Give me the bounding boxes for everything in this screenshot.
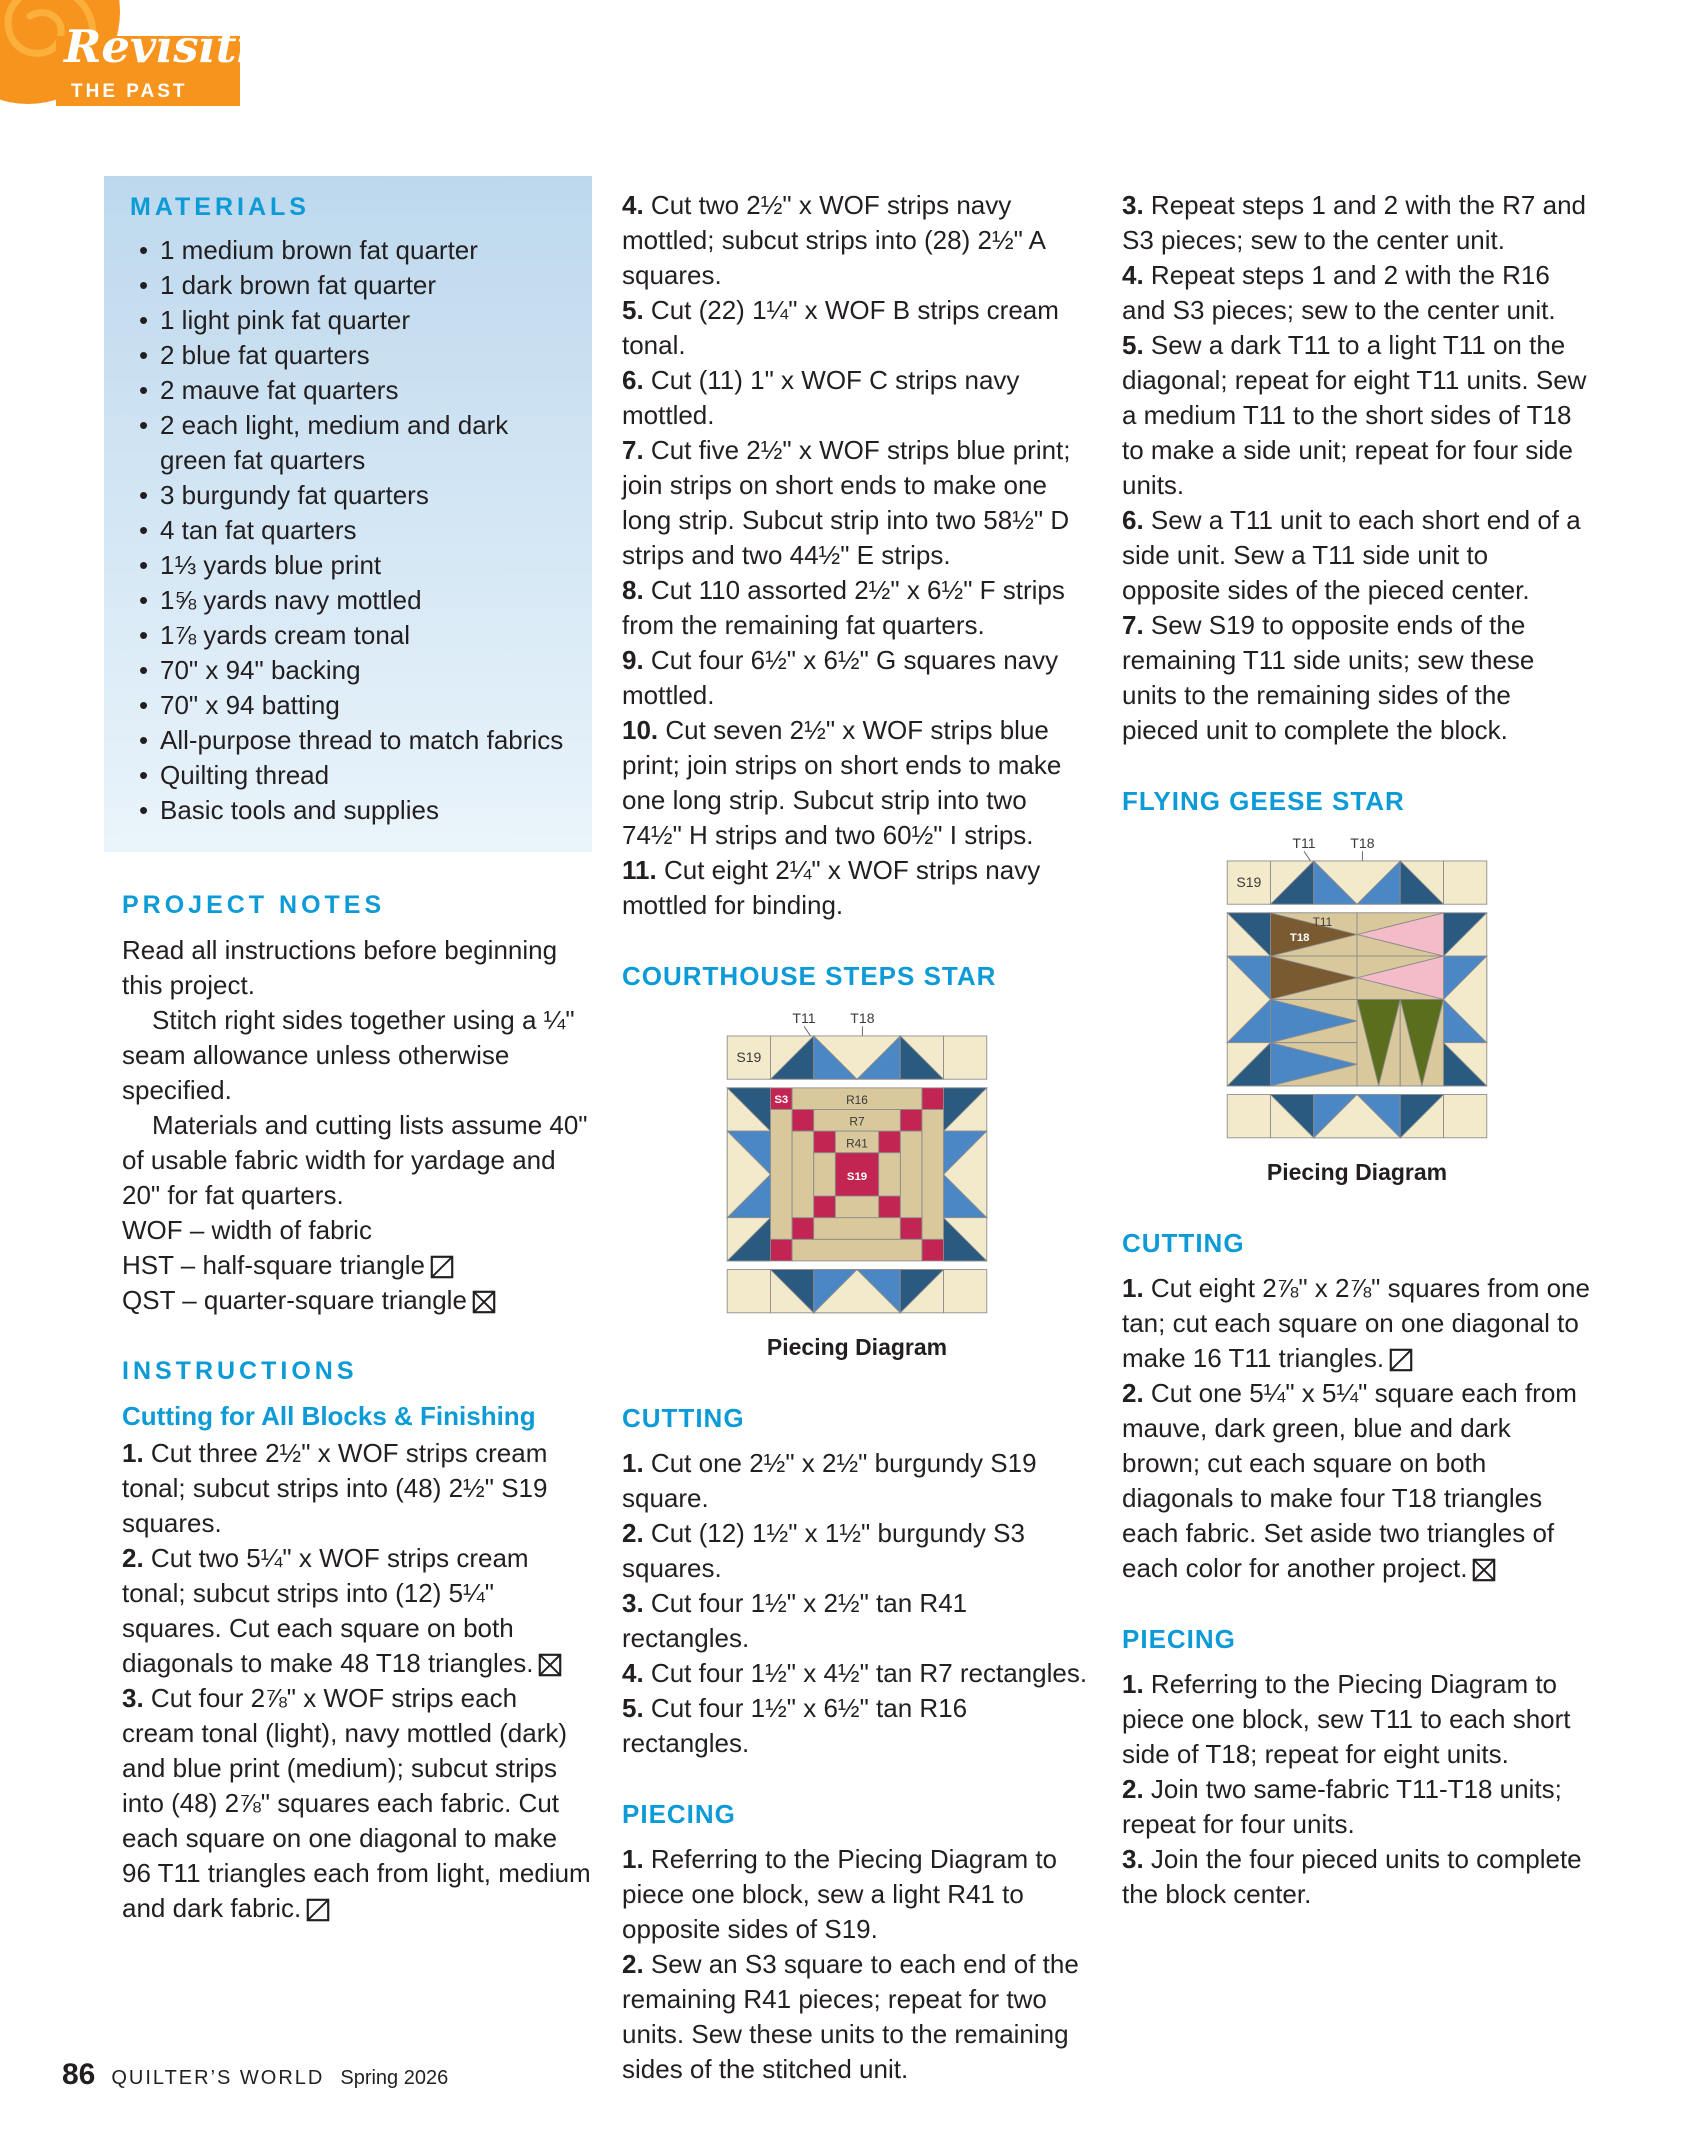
- step: [622, 1446, 1092, 1516]
- abbreviation-hst: [122, 1248, 592, 1283]
- step-text: Sew S19 to opposite ends of the remaining T11 side units; sew these units to the remaining sides of the pieced unit to complete the block.: [1122, 610, 1535, 745]
- step-number: 7.: [1122, 610, 1144, 640]
- step-number: 11.: [622, 855, 657, 885]
- step-number: 2.: [122, 1543, 144, 1573]
- step-number: 5.: [622, 1693, 644, 1724]
- step: [622, 713, 1092, 853]
- step-text: Cut 110 assorted 2½" x 6½" F strips from the remaining fat quarters.: [622, 575, 1065, 640]
- step-text: Cut (11) 1" x WOF C strips navy mottled.: [622, 365, 1020, 430]
- materials-heading: MATERIALS: [130, 193, 310, 221]
- step: [622, 363, 1092, 433]
- center-medallion: [770, 1088, 943, 1261]
- step-number: 5.: [622, 295, 644, 325]
- banner-script-title: Revisiting: [64, 20, 318, 73]
- instructions-subheading: Cutting for All Blocks & Finishing: [122, 1401, 536, 1431]
- step-text: Cut one 2½" x 2½" burgundy S19 square.: [622, 1448, 1037, 1514]
- step: [622, 853, 1092, 923]
- label-r41: R41: [846, 1136, 868, 1151]
- step: [622, 573, 1092, 643]
- step: [122, 1436, 592, 1541]
- list-item: • Quilting thread: [130, 758, 568, 793]
- materials-box: [104, 176, 592, 852]
- step-text: Cut eight 2⅞" x 2⅞" squares from one tan; cut each square on one diagonal to make 16 T11 triangles.: [1122, 1273, 1590, 1374]
- list-item: • 1⅓ yards blue print: [130, 548, 568, 583]
- step: [1122, 1842, 1592, 1912]
- label-r16: R16: [846, 1093, 868, 1108]
- label-t18: T18: [850, 1010, 875, 1026]
- project-notes-heading: PROJECT NOTES: [122, 891, 386, 919]
- step-text: Cut four 2⅞" x WOF strips each cream tonal (light), navy mottled (dark) and blue print (medium); subcut strips into (48) 2⅞" squares each fabric. Cut each square on one diagonal to make 96 T11 triangles each from light, medium and dark fabric.: [122, 1683, 591, 1923]
- step: [1122, 608, 1592, 748]
- flying-geese-cutting-heading: CUTTING: [1122, 1228, 1245, 1259]
- step: [1122, 503, 1592, 608]
- step: [622, 1947, 1092, 2087]
- left-column: [1227, 913, 1270, 1086]
- step-text: Join two same-fabric T11-T18 units; repeat for four units.: [1122, 1774, 1562, 1840]
- project-notes-section: [122, 888, 592, 1318]
- step-text: Cut eight 2¼" x WOF strips navy mottled for binding.: [622, 855, 1041, 920]
- step-text: Cut five 2½" x WOF strips blue print; join strips on short ends to make one long strip. Subcut strip into two 58½" D strips and two 44½" E strips.: [622, 435, 1071, 570]
- top-strip: [1227, 861, 1487, 904]
- step-number: 3.: [1122, 1844, 1144, 1875]
- list-item: • 1 light pink fat quarter: [130, 303, 568, 338]
- list-item: • 70" x 94 batting: [130, 688, 568, 723]
- magazine-banner: [0, 0, 318, 132]
- step-number: 5.: [1122, 330, 1144, 360]
- project-notes-paragraph: Materials and cutting lists assume 40" of usable fabric width for yardage and 20" for fat quarters.: [122, 1110, 588, 1210]
- hst-icon: [1389, 1348, 1413, 1372]
- right-column: [1444, 913, 1487, 1086]
- courthouse-cutting-heading: CUTTING: [622, 1403, 745, 1434]
- geese-center: [1270, 913, 1443, 1086]
- abbreviation-hst-text: HST – half-square triangle: [122, 1250, 426, 1280]
- step-text: Cut four 1½" x 2½" tan R41 rectangles.: [622, 1588, 968, 1654]
- page-number: 86: [62, 2058, 96, 2091]
- label-r7: R7: [849, 1114, 865, 1129]
- step-number: 6.: [1122, 505, 1144, 535]
- step: [1122, 1772, 1592, 1842]
- step: [122, 1681, 592, 1926]
- step-text: Cut four 1½" x 4½" tan R7 rectangles.: [650, 1658, 1088, 1689]
- flying-geese-piecing-diagram: [1122, 835, 1592, 1151]
- courthouse-piecing-heading: PIECING: [622, 1799, 736, 1830]
- step-text: Cut seven 2½" x WOF strips blue print; join strips on short ends to make one long strip. Subcut strip into two 74½" H strips and two 60½" I strips.: [622, 715, 1062, 850]
- project-notes-paragraph: Read all instructions before beginning this project.: [122, 935, 558, 1000]
- flying-geese-piecing-heading: PIECING: [1122, 1624, 1236, 1655]
- qst-icon: [538, 1653, 562, 1677]
- step-text: Cut two 5¼" x WOF strips cream tonal; subcut strips into (12) 5¼" squares. Cut each square on both diagonals to make 48 T18 triangles.: [122, 1543, 534, 1678]
- bottom-strip: [727, 1270, 987, 1313]
- step-text: Cut four 1½" x 6½" tan R16 rectangles.: [622, 1693, 968, 1759]
- flying-geese-heading: FLYING GEESE STAR: [1122, 786, 1405, 816]
- step-number: 3.: [622, 1588, 644, 1619]
- list-item: • All-purpose thread to match fabrics: [130, 723, 568, 758]
- abbreviation-wof: WOF – width of fabric: [122, 1215, 372, 1245]
- courthouse-piecing-diagram: [622, 1010, 1092, 1326]
- step-text: Repeat steps 1 and 2 with the R16 and S3 pieces; sew to the center unit.: [1122, 260, 1556, 325]
- list-item: • 1⅝ yards navy mottled: [130, 583, 568, 618]
- step-number: 4.: [622, 1658, 644, 1689]
- step: [1122, 1271, 1592, 1376]
- qst-icon: [472, 1290, 496, 1314]
- step-text: Repeat steps 1 and 2 with the R7 and S3 pieces; sew to the center unit.: [1122, 190, 1586, 255]
- banner-subtitle: THE PAST: [71, 81, 188, 102]
- step-number: 9.: [622, 645, 644, 675]
- step: [622, 1516, 1092, 1586]
- step-number: 1.: [622, 1448, 644, 1479]
- step-text: Sew a dark T11 to a light T11 on the diagonal; repeat for eight T11 units. Sew a medium T11 to the short sides of T18 to make a side unit; repeat for four side units.: [1122, 330, 1587, 500]
- list-item: • 2 blue fat quarters: [130, 338, 568, 373]
- step-text: Cut (22) 1¼" x WOF B strips cream tonal.: [622, 295, 1059, 360]
- step-number: 8.: [622, 575, 644, 605]
- label-s3: S3: [774, 1094, 789, 1107]
- hst-icon: [306, 1898, 330, 1922]
- step: [622, 1656, 1092, 1691]
- step: [622, 188, 1092, 293]
- step-number: 1.: [1122, 1273, 1144, 1304]
- page-footer: [62, 2058, 448, 2092]
- step-number: 10.: [622, 715, 659, 745]
- step-number: 1.: [122, 1438, 144, 1468]
- top-strip: [727, 1036, 987, 1079]
- qst-icon: [1472, 1558, 1496, 1582]
- step-number: 4.: [622, 190, 644, 220]
- hst-icon: [430, 1255, 454, 1279]
- diagram-top-labels: [1292, 835, 1374, 864]
- step-text: Cut two 2½" x WOF strips navy mottled; subcut strips into (28) 2½" A squares.: [622, 190, 1045, 290]
- step-text: Cut four 6½" x 6½" G squares navy mottled.: [622, 645, 1059, 710]
- list-item: • Basic tools and supplies: [130, 793, 568, 828]
- column-2: [622, 176, 1092, 2087]
- diagram-top-labels: [792, 1010, 874, 1039]
- step-number: 4.: [1122, 260, 1144, 290]
- magazine-name: QUILTER’S WORLD: [111, 2067, 325, 2089]
- step: [1122, 1376, 1592, 1586]
- step: [122, 1541, 592, 1681]
- step: [1122, 328, 1592, 503]
- diagram-caption: Piecing Diagram: [1266, 1159, 1448, 1186]
- label-t18-center: T18: [1289, 931, 1310, 944]
- project-notes-paragraph: Stitch right sides together using a ¼" seam allowance unless otherwise specified.: [122, 1005, 575, 1105]
- label-s19: S19: [736, 1048, 762, 1065]
- label-s19-center: S19: [846, 1170, 868, 1183]
- step-number: 7.: [622, 435, 644, 465]
- abbreviation-qst: [122, 1283, 592, 1318]
- step-text: Cut three 2½" x WOF strips cream tonal; subcut strips into (48) 2½" S19 squares.: [122, 1438, 548, 1538]
- step: [622, 433, 1092, 573]
- step-number: 6.: [622, 365, 644, 395]
- abbreviation-qst-text: QST – quarter-square triangle: [122, 1285, 467, 1315]
- list-item: • 2 each light, medium and dark green fat quarters: [130, 408, 568, 478]
- left-column: [727, 1088, 770, 1261]
- step-text: Cut one 5¼" x 5¼" square each from mauve, dark green, blue and dark brown; cut each square on both diagonals to make four T18 triangles each fabric. Set aside two triangles of each color for another project.: [1122, 1378, 1577, 1584]
- step-number: 1.: [1122, 1669, 1144, 1700]
- list-item: • 2 mauve fat quarters: [130, 373, 568, 408]
- column-1: [122, 176, 592, 1926]
- step-text: Sew a T11 unit to each short end of a side unit. Sew a T11 side unit to opposite sides of the pieced center.: [1122, 505, 1581, 605]
- courthouse-heading: COURTHOUSE STEPS STAR: [622, 961, 997, 991]
- courthouse-piecing-continued: [1122, 188, 1592, 748]
- step-number: 2.: [1122, 1378, 1144, 1409]
- list-item: • 70" x 94" backing: [130, 653, 568, 688]
- step: [622, 1691, 1092, 1761]
- flying-geese-diagram-image: [1211, 835, 1503, 1142]
- label-t11: T11: [1292, 835, 1316, 851]
- step: [622, 1586, 1092, 1656]
- list-item: • 1 medium brown fat quarter: [130, 233, 568, 268]
- step-text: Join the four pieced units to complete the block center.: [1122, 1844, 1582, 1910]
- step: [622, 643, 1092, 713]
- column-3: [1122, 176, 1592, 1912]
- step-number: 2.: [1122, 1774, 1144, 1805]
- step: [622, 1842, 1092, 1947]
- instructions-heading: INSTRUCTIONS: [122, 1357, 358, 1385]
- step-number: 2.: [622, 1518, 644, 1549]
- step: [1122, 258, 1592, 328]
- courthouse-diagram-image: [711, 1010, 1003, 1317]
- instructions-section: [122, 1354, 592, 1926]
- label-t11-center: T11: [1312, 914, 1333, 929]
- list-item: • 4 tan fat quarters: [130, 513, 568, 548]
- label-t11: T11: [792, 1010, 816, 1026]
- flying-geese-section: [1122, 784, 1592, 1912]
- list-item: • 1 dark brown fat quarter: [130, 268, 568, 303]
- step-text: Sew an S3 square to each end of the remaining R41 pieces; repeat for two units. Sew these units to the remaining sides of the stitched unit.: [622, 1949, 1079, 2085]
- step-number: 1.: [622, 1844, 644, 1875]
- issue-label: Spring 2026: [340, 2067, 449, 2089]
- step-text: Referring to the Piecing Diagram to piece one block, sew a light R41 to opposite sides of S19.: [622, 1844, 1058, 1945]
- step: [1122, 188, 1592, 258]
- step-text: Referring to the Piecing Diagram to piece one block, sew T11 to each short side of T18; repeat for eight units.: [1122, 1669, 1571, 1770]
- diagram-caption: Piecing Diagram: [766, 1334, 948, 1361]
- materials-list: [130, 233, 568, 828]
- list-item: • 3 burgundy fat quarters: [130, 478, 568, 513]
- label-s19: S19: [1236, 873, 1262, 890]
- step-number: 2.: [622, 1949, 644, 1980]
- step-number: 3.: [1122, 190, 1144, 220]
- cutting-continued-section: [622, 188, 1092, 923]
- label-t18: T18: [1350, 835, 1375, 851]
- courthouse-section: [622, 959, 1092, 2087]
- list-item: • 1⅞ yards cream tonal: [130, 618, 568, 653]
- step-number: 3.: [122, 1683, 144, 1713]
- step: [622, 293, 1092, 363]
- bottom-strip: [1227, 1095, 1487, 1138]
- right-column: [944, 1088, 987, 1261]
- step-text: Cut (12) 1½" x 1½" burgundy S3 squares.: [622, 1518, 1025, 1584]
- step: [1122, 1667, 1592, 1772]
